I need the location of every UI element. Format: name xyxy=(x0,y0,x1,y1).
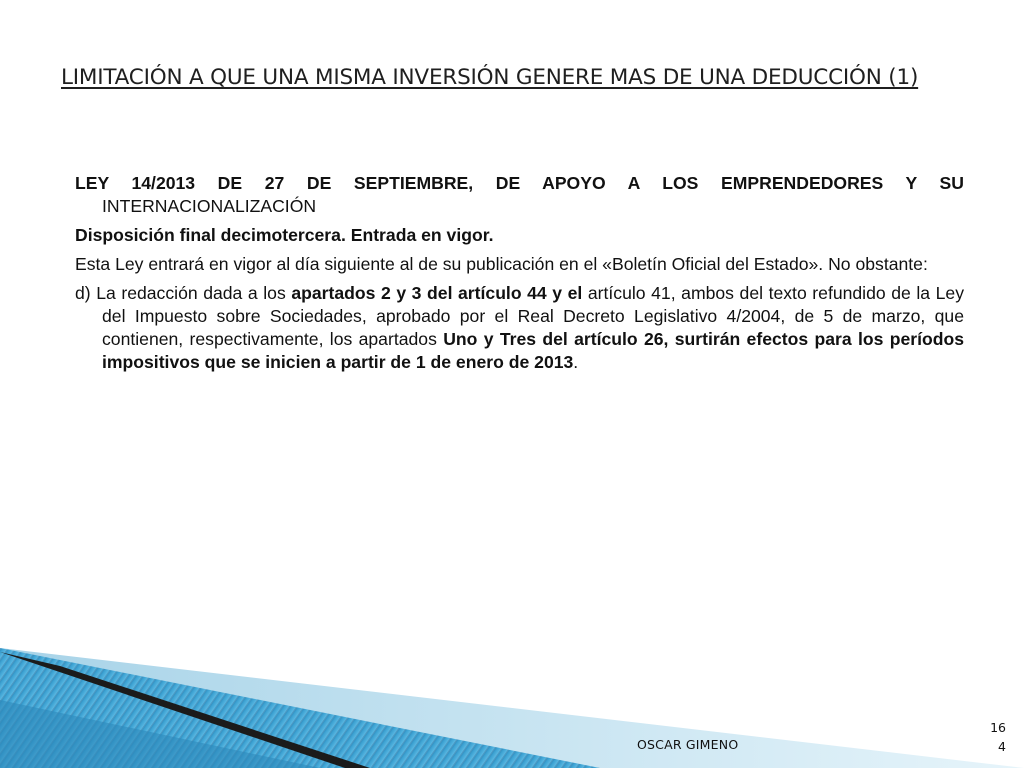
text-run: INTERNACIONALIZACIÓN xyxy=(102,196,317,216)
page-number-line: 16 xyxy=(990,720,1006,735)
slide-title: LIMITACIÓN A QUE UNA MISMA INVERSIÓN GENERE MAS DE UNA DEDUCCIÓN (1) xyxy=(61,65,919,90)
law-heading-paragraph xyxy=(75,172,964,218)
page-number-line: 4 xyxy=(998,739,1006,754)
text-run: . xyxy=(573,352,579,372)
text-run: LEY 14/2013 DE 27 DE SEPTIEMBRE, DE APOYO A LOS EMPRENDEDORES Y SU xyxy=(75,173,964,193)
entry-into-force-paragraph xyxy=(75,253,964,276)
text-run: apartados 2 y 3 del artículo 44 y el xyxy=(291,283,583,303)
item-d-paragraph xyxy=(75,282,964,374)
text-run: Disposición final decimotercera. Entrada en vigor. xyxy=(75,225,494,245)
text-run: d) La redacción dada a los xyxy=(75,283,292,303)
slide-body xyxy=(75,172,964,380)
text-run: Esta Ley entrará en vigor al día siguiente al de su publicación en el «Boletín Oficial del Estado». No obstante: xyxy=(75,254,928,274)
provision-heading-paragraph xyxy=(75,224,964,247)
text-run: Uno y Tres del artículo 26, surtirán efectos para los períodos impositivos que se inicien a partir de 1 de enero de 2013 xyxy=(102,329,964,372)
footer-author: OSCAR GIMENO xyxy=(637,737,739,752)
page-number xyxy=(976,718,1006,756)
text-run: artículo 41, ambos del texto refundido de la Ley del Impuesto sobre Sociedades, aprobado por el Real Decreto Legislativo 4/2004, de 5 de marzo, que contienen, respectivamente, los apartados xyxy=(102,283,964,349)
